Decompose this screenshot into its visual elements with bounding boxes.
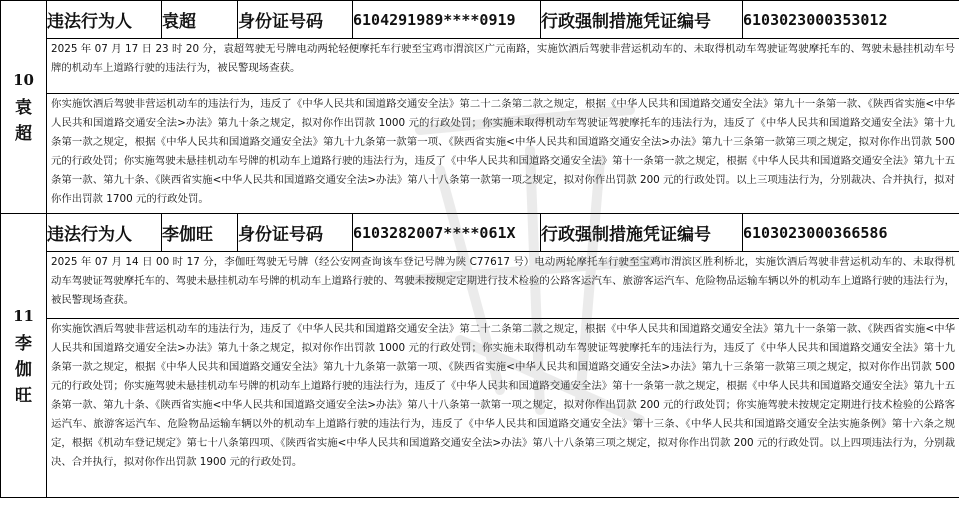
record-name-char: 超 (15, 124, 32, 144)
record-11-decision-row (1, 319, 959, 498)
certificate-label: 行政强制措施凭证编号 (541, 1, 743, 39)
record-name-char: 袁 (15, 98, 32, 118)
record-10-header-row (1, 1, 959, 39)
offender-name: 李伽旺 (162, 214, 238, 252)
offender-label: 违法行为人 (47, 214, 162, 252)
id-number-value: 6103282007****061X (353, 214, 541, 252)
record-name-char: 旺 (15, 385, 32, 406)
record-name-char: 伽 (15, 359, 32, 380)
id-number-label: 身份证号码 (238, 214, 353, 252)
offender-label: 违法行为人 (47, 1, 162, 39)
certificate-number: 6103023000366586 (743, 214, 959, 252)
id-number-value: 6104291989****0919 (353, 1, 541, 39)
certificate-number: 6103023000353012 (743, 1, 959, 39)
penalty-decision: 你实施饮酒后驾驶非营运机动车的违法行为，违反了《中华人民共和国道路交通安全法》第二十二条第二款之规定，根据《中华人民共和国道路交通安全法》第九十一条第一款、《陕西省实施<中华人民共和国道路交通安全法>办法》第九十条之规定，拟对你作出罚款 1000 元的行政处罚；你实施未取得机动车驾驶证驾驶摩托车的违法行为，违反了《中华人民共和国道路交通安全法》第十九条第一款之规定，根据《中华人民共和国道路交通安全法》第九十九条第一款第一项、《陕西省实施<中华人民共和国道路交通安全法>办法》第九十三条第一款第三项之规定，拟对你作出罚款 500 元的行政处罚；你实施驾驶未悬挂机动车号牌的机动车上道路行驶的违法行为，违反了《中华人民共和国道路交通安全法》第十一条第一款之规定，根据《中华人民共和国道路交通安全法》第九十五条第一款、第九十条、《陕西省实施<中华人民共和国道路交通安全法>办法》第八十八条第一款第一项之规定，拟对你作出罚款 200 元的行政处罚；你实施驾驶未按规定定期进行技术检验的公路客运汽车、旅游客运汽车、危险物品运输车辆以外的机动车上道路行驶的违法行为，违反了《中华人民共和国道路交通安全法》第十三条、《中华人民共和国道路交通安全法实施条例》第十六条之规定，根据《机动车登记规定》第七十八条第四项、《陕西省实施<中华人民共和国道路交通安全法>办法》第八十八条第三项之规定，拟对你作出罚款 200 元的行政处罚。以上四项违法行为，分别裁决、合并执行，拟对你作出罚款 1900 元的行政处罚。 (47, 319, 959, 498)
record-index: 10 (13, 71, 34, 89)
record-10-decision-row (1, 94, 959, 214)
violation-facts: 2025 年 07 月 17 日 23 时 20 分，袁超驾驶无号牌电动两轮轻便摩托车行驶至宝鸡市渭滨区广元南路，实施饮酒后驾驶非营运机动车的、未取得机动车驾驶证驾驶摩托车的、驾驶未悬挂机动车号牌的机动车上道路行驶的违法行为，被民警现场查获。 (47, 39, 959, 94)
offender-name: 袁超 (162, 1, 238, 39)
record-11-header-row (1, 214, 959, 252)
certificate-label: 行政强制措施凭证编号 (541, 214, 743, 252)
record-10-id-cell (1, 1, 47, 214)
record-11-facts-row (1, 252, 959, 319)
record-name-char: 李 (15, 333, 32, 354)
record-10-facts-row (1, 39, 959, 94)
penalty-decision: 你实施饮酒后驾驶非营运机动车的违法行为，违反了《中华人民共和国道路交通安全法》第二十二条第二款之规定，根据《中华人民共和国道路交通安全法》第九十一条第一款、《陕西省实施<中华人民共和国道路交通安全法>办法》第九十条之规定，拟对你作出罚款 1000 元的行政处罚；你实施未取得机动车驾驶证驾驶摩托车的违法行为，违反了《中华人民共和国道路交通安全法》第十九条第一款之规定，根据《中华人民共和国道路交通安全法》第九十九条第一款第一项、《陕西省实施<中华人民共和国道路交通安全法>办法》第九十三条第一款第三项之规定，拟对你作出罚款 500 元的行政处罚；你实施驾驶未悬挂机动车号牌的机动车上道路行驶的违法行为，违反了《中华人民共和国道路交通安全法》第十一条第一款之规定，根据《中华人民共和国道路交通安全法》第九十五条第一款、第九十条、《陕西省实施<中华人民共和国道路交通安全法>办法》第八十八条第一款第一项之规定，拟对你作出罚款 200 元的行政处罚。以上三项违法行为，分别裁决、合并执行，拟对你作出罚款 1700 元的行政处罚。 (47, 94, 959, 214)
record-11-id-cell (1, 214, 47, 498)
record-index: 11 (13, 306, 34, 325)
id-number-label: 身份证号码 (238, 1, 353, 39)
violation-facts: 2025 年 07 月 14 日 00 时 17 分，李伽旺驾驶无号牌（经公安网查询该车登记号牌为陕 C77617 号）电动两轮摩托车行驶至宝鸡市渭滨区胜利桥北，实施饮酒后驾驶非营运机动车的、未取得机动车驾驶证驾驶摩托车的、驾驶未悬挂机动车号牌的机动车上道路行驶的、驾驶未按规定定期进行技术检验的公路客运汽车、旅游客运汽车、危险物品运输车辆以外的机动车上道路行驶的违法行为，被民警现场查获。 (47, 252, 959, 319)
